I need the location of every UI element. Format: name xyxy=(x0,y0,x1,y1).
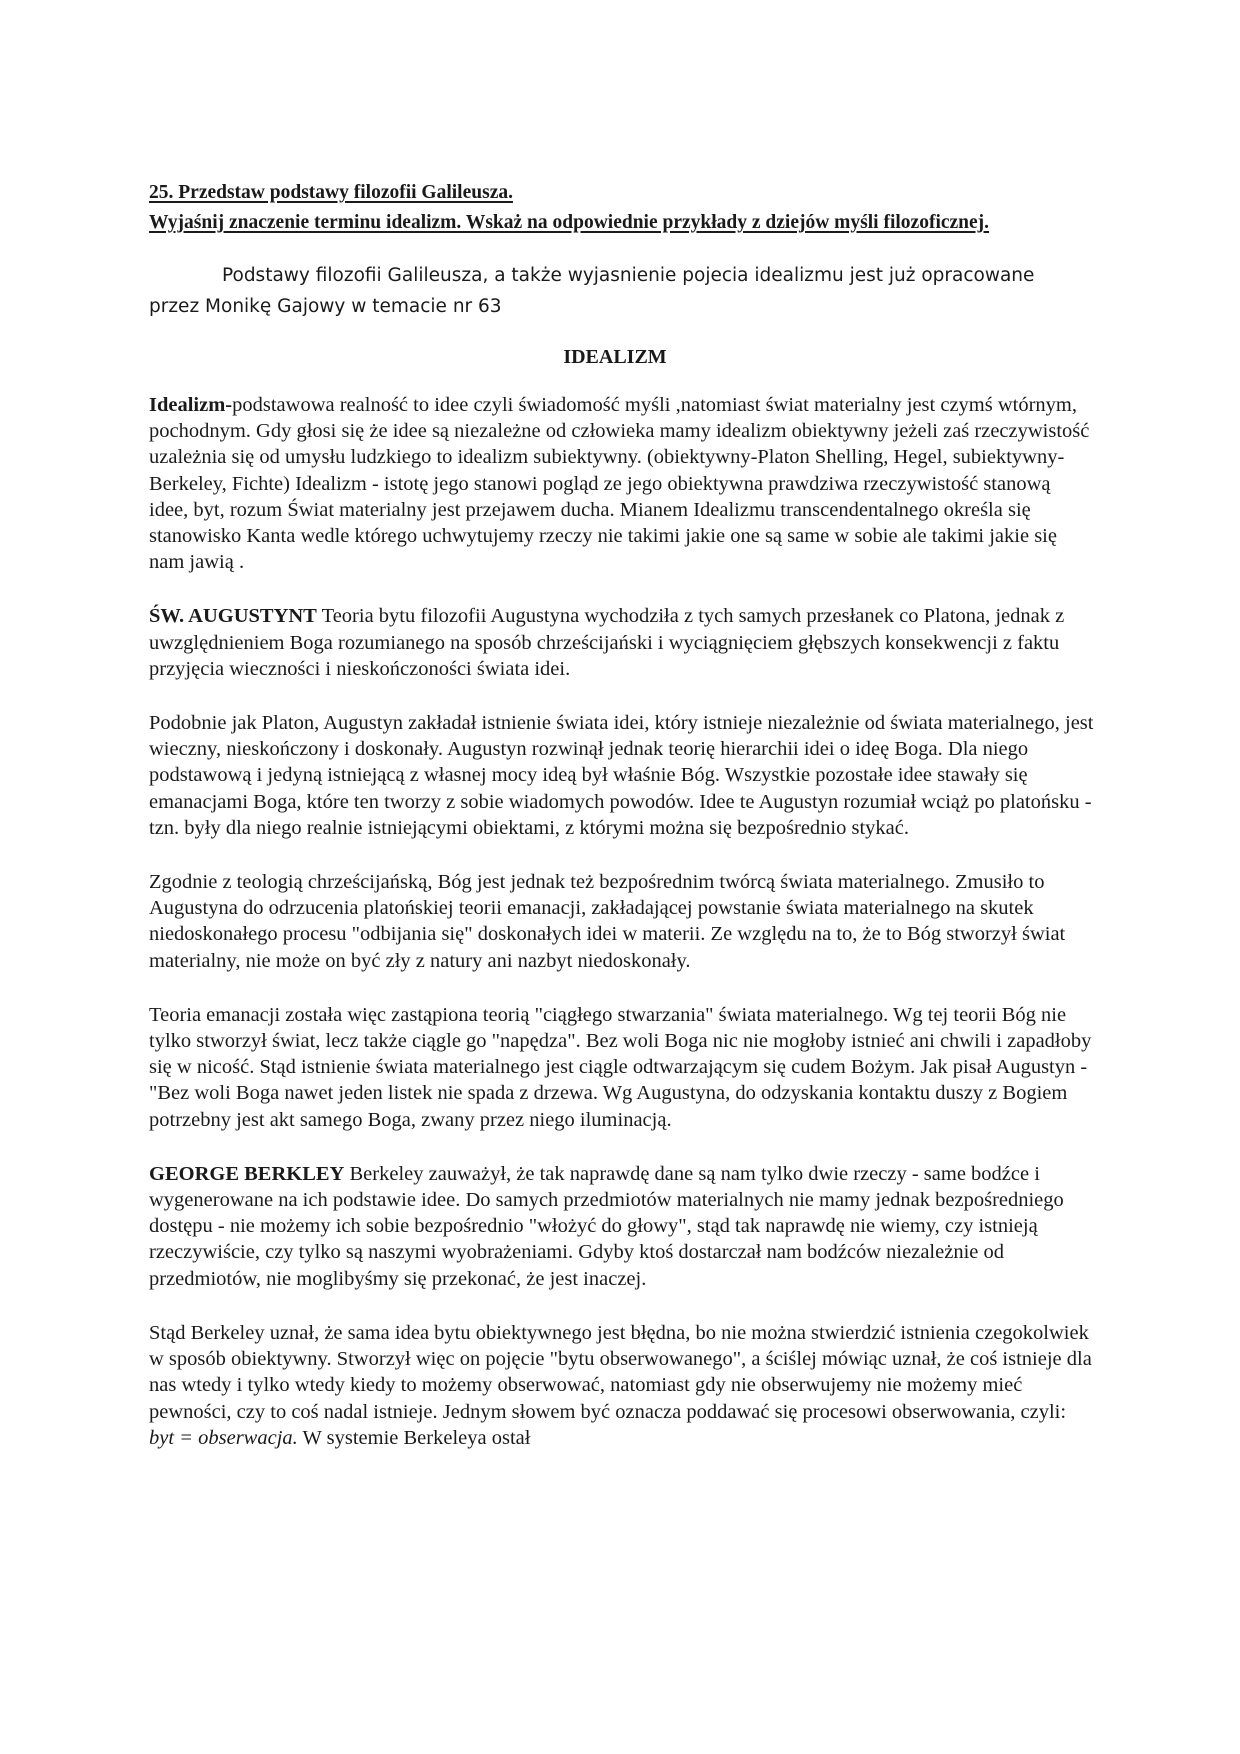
paragraph-idealizm xyxy=(149,392,1094,575)
document-page xyxy=(149,178,1094,1451)
title-line-1: 25. Przedstaw podstawy filozofii Galileusza. xyxy=(149,182,513,203)
paragraph-text-end: W systemie Berkeleya ostał xyxy=(297,1426,531,1449)
intro-paragraph: Podstawy filozofii Galileusza, a także wyjasnienie pojecia idealizmu jest już opracowane przez Monikę Gajowy w temacie nr 63 xyxy=(149,265,1035,317)
paragraph-platon-idei: Podobnie jak Platon, Augustyn zakładał istnienie świata idei, który istnieje niezależnie od świata materialnego, jest wieczny, nieskończony i doskonały. Augustyn rozwinął jednak teorię hierarchii idei o ideę Boga. Dla niego podstawową i jedyną istniejącą z własnej mocy ideą był właśnie Bóg. Wszystkie pozostałe idee stawały się emanacjami Boga, które ten tworzy z sobie wiadomych powodów. Idee te Augustyn rozumiał wciąż po platońsku - tzn. były dla niego realnie istniejącymi obiektami, z którymi można się bezpośrednio stykać. xyxy=(149,712,1094,839)
paragraph-lead-term: GEORGE BERKLEY xyxy=(149,1162,345,1185)
formula-italic: byt = obserwacja. xyxy=(149,1426,298,1449)
paragraph-text: podstawowa realność to idee czyli świadomość myśli ,natomiast świat materialny jest czymś wtórnym, pochodnym. Gdy głosi się że idee są niezależne od człowieka mamy idealizm obiektywny jeżeli zaś rzeczywistość uzależnia się od umysłu ludzkiego to idealizm subiektywny. (obiektywny-Platon Shelling, Hegel, subiektywny-Berkeley, Fichte) Idealizm - istotę jego stanowi pogląd ze jego obiektywna prawdziwa rzeczywistość stanową idee, byt, rozum Świat materialny jest przejawem ducha. Mianem Idealizmu transcendentalnego określa się stanowisko Kanta wedle którego uchwytujemy rzeczy nie takimi jakie one są same w sobie ale takimi jakie się nam jawią . xyxy=(149,394,1090,574)
document-title xyxy=(149,178,1029,238)
paragraph-berkley xyxy=(149,1161,1094,1292)
paragraph-augustyn xyxy=(149,603,1094,682)
section-heading: IDEALIZM xyxy=(563,346,667,368)
paragraph-text: Teoria bytu filozofii Augustyna wychodziła z tych samych przesłanek co Platona, jednak z uwzględnieniem Boga rozumianego na sposób chrześcijański i wyciągnięciem głębszych konsekwencji z faktu przyjęcia wieczności i nieskończoności świata idei. xyxy=(149,605,1065,680)
paragraph-text: Berkeley zauważył, że tak naprawdę dane są nam tylko dwie rzeczy - same bodźce i wygenerowane na ich podstawie idee. Do samych przedmiotów materialnych nie mamy jednak bezpośredniego dostępu - nie możemy ich sobie bezpośrednio "włożyć do głowy", stąd tak naprawdę nie wiemy, czy istnieją rzeczywiście, czy tylko są naszymi wyobrażeniami. Gdyby ktoś dostarczał nam bodźców niezależnie od przedmiotów, nie moglibyśmy się przekonać, że jest inaczej. xyxy=(149,1162,1064,1290)
paragraph-teologia: Zgodnie z teologią chrześcijańską, Bóg jest jednak też bezpośrednim twórcą świata materialnego. Zmusiło to Augustyna do odrzucenia platońskiej teorii emanacji, zakładającej powstanie świata materialnego na skutek niedoskonałego procesu "odbijania się" doskonałych idei w materii. Ze względu na to, że to Bóg stworzył świat materialny, nie może on być zły z natury ani nazbyt niedoskonały. xyxy=(149,871,1066,972)
paragraph-text: Stąd Berkeley uznał, że sama idea bytu obiektywnego jest błędna, bo nie można stwierdzić istnienia czegokolwiek w sposób obiektywny. Stworzył więc on pojęcie "bytu obserwowanego", a ściślej mówiąc uznał, że coś istnieje dla nas wtedy i tylko wtedy kiedy to możemy obserwować, natomiast gdy nie obserwujemy nie możemy mieć pewności, czy to coś nadal istnieje. Jednym słowem być oznacza poddawać się procesowi obserwowania, czyli: xyxy=(149,1321,1092,1423)
paragraph-byt-obserwowany xyxy=(149,1320,1094,1451)
paragraph-emanacja: Teoria emanacji została więc zastąpiona teorią "ciągłego stwarzania" świata materialnego. Wg tej teorii Bóg nie tylko stworzył świat, lecz także ciągle go "napędza". Bez woli Boga nic nie mogłoby istnieć ani chwili i zapadłoby się w nicość. Stąd istnienie świata materialnego jest ciągle odtwarzającym się cudem Bożym. Jak pisał Augustyn - "Bez woli Boga nawet jeden listek nie spada z drzewa. Wg Augustyna, do odzyskania kontaktu duszy z Bogiem potrzebny jest akt samego Boga, zwany przez niego iluminacją. xyxy=(149,1003,1092,1131)
paragraph-lead-term: Idealizm- xyxy=(149,394,233,416)
paragraph-lead-term: ŚW. AUGUSTYNT xyxy=(149,605,317,628)
title-line-2: Wyjaśnij znaczenie terminu idealizm. Wskaż na odpowiednie przykłady z dziejów myśli filozoficznej. xyxy=(149,212,990,233)
